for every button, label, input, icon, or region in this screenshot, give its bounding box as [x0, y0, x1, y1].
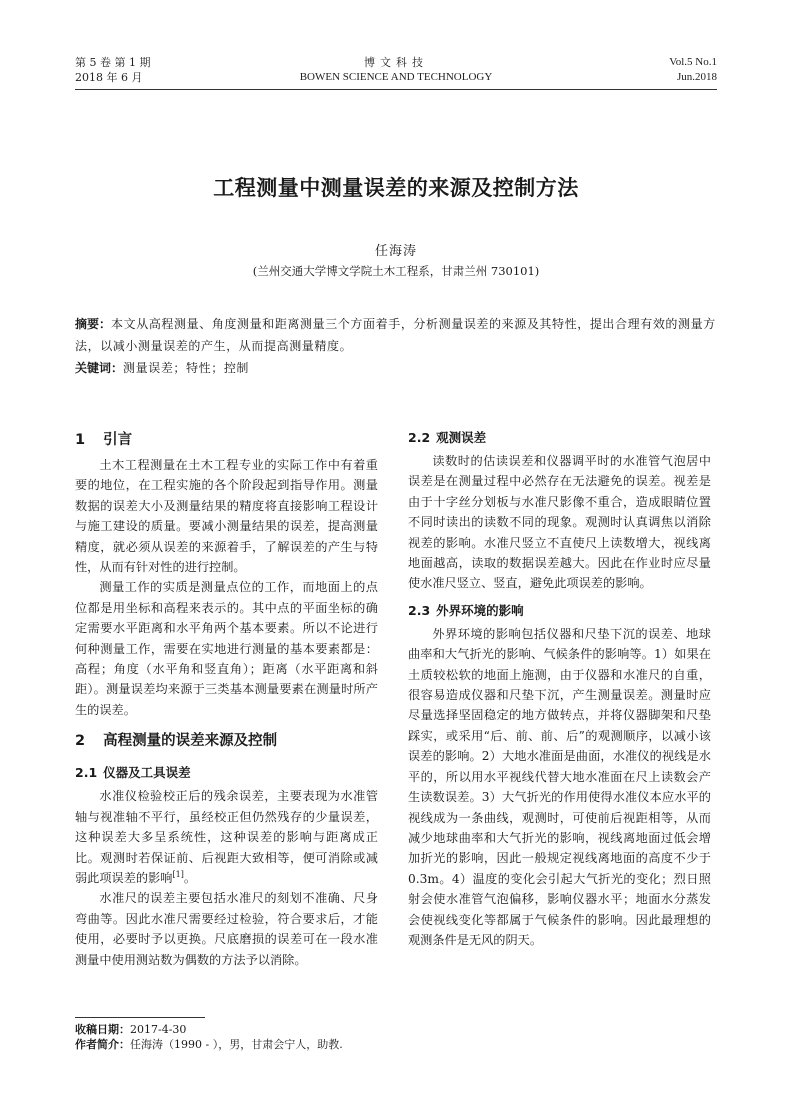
- author-info: 任海涛（1990 - ），男，甘肃会宁人，助教.: [130, 1038, 343, 1051]
- paragraph: 土木工程测量在土木工程专业的实际工作中有着重要的地位，在工程实施的各个阶段起到指导作用。测量数据的误差大小及测量结果的精度将直接影响工程设计与施工建设的质量。要减小测量结果的误差，提高测量精度，就必须从误差的来源着手，了解误差的产生与特性，从而有针对性的进行控制。: [75, 458, 378, 575]
- subsection-heading-2-2: [408, 425, 711, 451]
- paragraph: [75, 786, 378, 888]
- received-label: 收稿日期：: [75, 1023, 130, 1036]
- paragraph: 外界环境的影响包括仪器和尺垫下沉的误差、地球曲率和大气折光的影响、气候条件的影响等。1）如果在土质较松软的地面上施测，由于仪器和水准尺的自重，很容易造成仪器和尺垫下沉，产生测量误差。测量时应尽量选择坚固稳定的地方做转点，并将仪器脚架和尺垫踩实，或采用“后、前、前、后”的观测顺序，以减小该误差的影响。2）大地水准面是曲面，水准仪的视线是水平的，所以用水平视线代替大地水准面在尺上读数会产生读数误差。3）大气折光的作用使得水准仪本应水平的视线成为一条曲线，观测时，可使前后视距相等，从而减少地球曲率和大气折光的影响，视线离地面过低会增加折光的影响，因此一般规定视线离地面的高度不少于0.3m。4）温度的变化会引起大气折光的变化；烈日照射会使水准管气泡偏移，影响仪器水平；地面水分蒸发会使视线变化等都属于气候条件的影响。因此最理想的观测条件是无风的阴天。: [408, 626, 711, 947]
- journal-name-en: BOWEN SCIENCE AND TECHNOLOGY: [299, 71, 493, 83]
- publication-date-cn: 2018 年 6 月: [75, 71, 143, 84]
- footnote-author: [75, 1037, 343, 1053]
- paragraph: 读数时的估读误差和仪器调平时的水准管气泡居中误差是在测量过程中必然存在无法避免的误差。视差是由于十字丝分划板与水准尺影像不重合，造成眼睛位置不同时读出的读数不同的现象。观测时认真调焦以消除视差的影响。水准尺竖立不直使尺上读数增大，视线离地面越高，读取的数据误差越大。因此在作业时应尽量使水准尺竖立、竖直，避免此项误差的影响。: [408, 454, 711, 591]
- paper-title: 工程测量中测量误差的来源及控制方法: [213, 176, 579, 200]
- received-date: 2017-4-30: [130, 1023, 187, 1036]
- subsection-number: 2.3: [408, 602, 431, 618]
- paragraph: 测量工作的实质是测量点位的工作，而地面上的点位都是用坐标和高程来表示的。其中点的平面坐标的确定需要水平距离和水平角两个基本要素。所以不论进行何种测量工作，需要在实地进行测量的基本要素都是：高程；角度（水平角和竖直角）；距离（水平距离和斜距）。测量误差均来源于三类基本测量要素在测量时所产生的误差。: [75, 580, 378, 717]
- abstract-text: 本文从高程测量、角度测量和距离测量三个方面着手，分析测量误差的来源及其特性，提出合理有效的测量方法，以减小测量误差的产生，从而提高测量精度。: [75, 317, 716, 353]
- paragraph: 水准尺的误差主要包括水准尺的刻划不准确、尺身弯曲等。因此水准尺需要经过检验，符合要求后，才能使用，必要时予以更换。尺底磨损的误差可在一段水准测量中使用测站数为偶数的方法予以消除。: [75, 891, 378, 967]
- section-heading-1: [75, 425, 378, 455]
- author-info-label: 作者简介：: [75, 1038, 130, 1051]
- publication-date-en: Jun.2018: [676, 71, 717, 83]
- header-rule: [75, 89, 717, 90]
- section-number: 2: [75, 733, 86, 750]
- volume-issue-en: Vol.5 No.1: [669, 56, 717, 68]
- keywords-label: 关键词：: [75, 361, 124, 375]
- section-title: 引言: [103, 432, 133, 448]
- paragraph-text: 水准仪检验校正后的残余误差，主要表现为水准管轴与视准轴不平行，虽经校正但仍然残存的少量误差，这种误差大多呈系统性，这种误差的影响与距离成正比。观测时若保证前、后视距大致相等，便可消除或减弱此项误差的影响: [75, 789, 378, 885]
- footnote-received: [75, 1022, 186, 1038]
- journal-name-cn: 博文科技: [364, 56, 428, 69]
- subsection-number: 2.1: [75, 765, 98, 781]
- header-right: [669, 55, 717, 85]
- section-title: 高程测量的误差来源及控制: [103, 733, 278, 750]
- right-column: [408, 425, 711, 950]
- section-number: 1: [75, 432, 86, 448]
- subsection-heading-2-1: [75, 760, 378, 786]
- author-affiliation: (兰州交通大学博文学院土木工程系，甘肃兰州 730101): [252, 264, 540, 278]
- section-heading-2: [75, 722, 378, 760]
- subsection-title: 仪器及工具误差: [103, 765, 191, 781]
- paragraph-end: 。: [183, 870, 197, 885]
- left-column: [75, 425, 378, 970]
- volume-issue: 第 5 卷 第 1 期: [75, 56, 151, 69]
- subsection-heading-2-3: [408, 598, 711, 624]
- citation-ref[interactable]: [1]: [172, 869, 184, 879]
- subsection-title: 外界环境的影响: [436, 602, 524, 618]
- subsection-title: 观测误差: [436, 430, 487, 445]
- abstract: [75, 313, 717, 357]
- keywords: [75, 357, 717, 379]
- keywords-text: 测量误差；特性；控制: [123, 361, 250, 375]
- author-name: 任海涛: [374, 244, 417, 259]
- abstract-label: 摘要：: [75, 317, 112, 331]
- subsection-number: 2.2: [408, 430, 431, 445]
- footnote-rule: [75, 1017, 205, 1018]
